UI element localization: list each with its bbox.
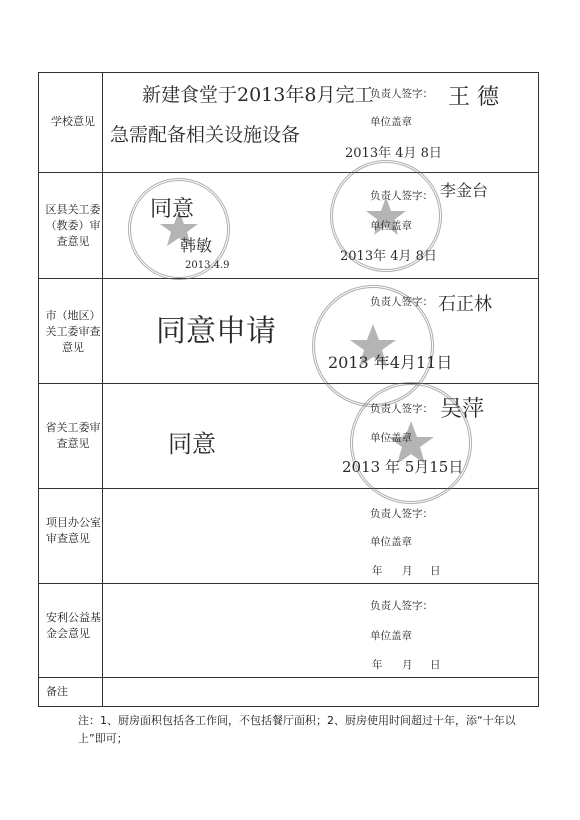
handwritten-signature: 王 德 [448,85,499,110]
day-label: 日 [430,565,441,577]
handwritten-signature: 石正林 [438,294,492,315]
month-label: 月 [402,565,413,577]
handwritten-signature: 吴萍 [440,397,485,422]
seal-label: 单位盖章 [370,630,412,642]
handwritten-small-signature: 韩敏 [180,236,213,255]
row-label-province: 省关工委审查意见 [45,421,101,450]
day-label: 日 [430,659,441,671]
year-label: 年 [372,659,383,671]
footnote: 注：1、厨房面积包括各工作间，不包括餐厅面积；2、厨房使用时间超过十年，添“十年以上”即可； [78,714,516,745]
handwritten-opinion: 同意 [150,197,195,222]
handwritten-signature: 李金台 [440,181,489,200]
row-label-remarks: 备注 [46,685,68,698]
seal-label: 单位盖章 [370,536,412,548]
signer-label: 负责人签字： [370,190,433,202]
handwritten-date: 2013 年4月11日 [328,353,453,372]
handwritten-date: 2013 年 5月15日 [342,458,464,476]
signer-label: 负责人签字： [370,508,433,520]
handwritten-date: 2013年 4月 8日 [340,249,437,264]
handwritten-date: 2013年 4月 8日 [345,146,442,161]
row-label-foundation: 安利公益基金会意见 [46,611,101,640]
seal-label: 单位盖章 [370,432,412,444]
handwritten-small-date: 2013.4.9 [185,260,230,271]
handwritten-opinion-line2: 急需配备相关设施设备 [110,124,301,146]
signer-label: 负责人签字： [370,600,433,612]
row-label-school: 学校意见 [51,115,95,128]
year-label: 年 [372,565,383,577]
row-label-office: 项目办公室审查意见 [46,516,101,545]
handwritten-opinion: 同意申请 [156,314,276,349]
signer-label: 负责人签字： [370,88,433,100]
seal-label: 单位盖章 [370,220,412,232]
handwritten-opinion: 同意 [168,430,216,458]
row-label-county: 区县关工委（教委）审查意见 [45,203,101,248]
handwritten-opinion-line1: 新建食堂于2013年8月完工 [142,84,374,106]
signer-label: 负责人签字： [370,403,433,415]
signer-label: 负责人签字： [370,296,433,308]
month-label: 月 [402,659,413,671]
row-label-city: 市（地区）关工委审查意见 [45,309,101,354]
seal-label: 单位盖章 [370,116,412,128]
